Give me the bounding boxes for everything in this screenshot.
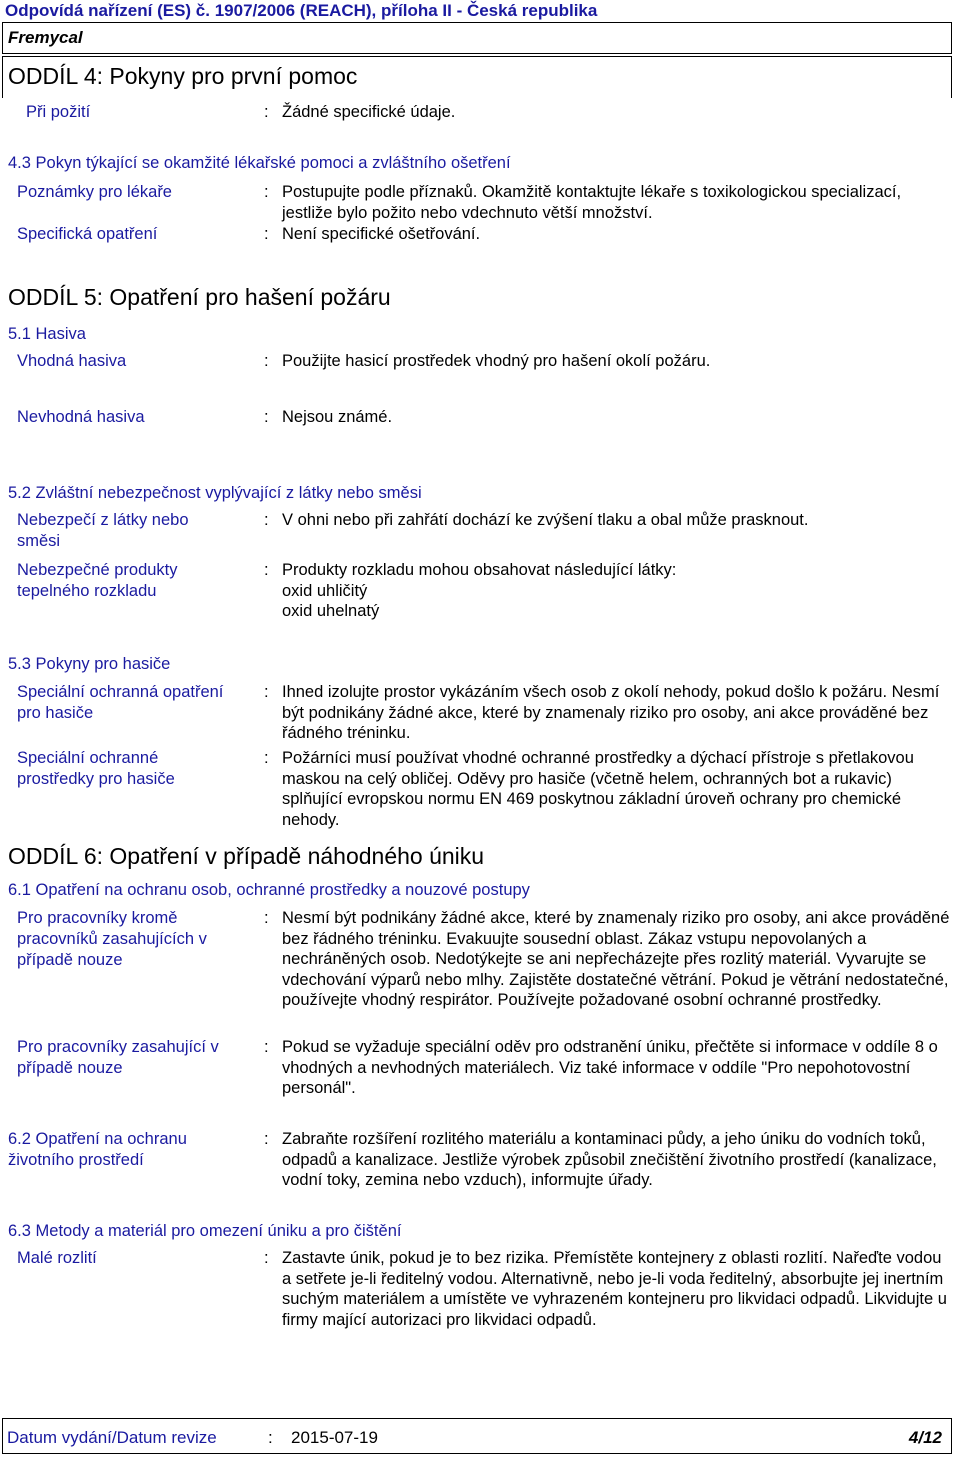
footer-date: 2015-07-19	[291, 1428, 378, 1447]
section-5-title: ODDÍL 5: Opatření pro hašení požáru	[8, 284, 391, 310]
colon: :	[264, 511, 269, 529]
unsuitable-media-label: Nevhodná hasiva	[17, 408, 145, 426]
doctor-notes-label: Poznámky pro lékaře	[17, 183, 172, 201]
specific-treatment-value: Není specifické ošetřování.	[282, 225, 481, 243]
unsuitable-media-value: Nejsou známé.	[282, 408, 393, 426]
colon: :	[264, 225, 269, 243]
small-spill-label: Malé rozlití	[17, 1249, 97, 1267]
subsection-6-1: 6.1 Opatření na ochranu osob, ochranné prostředky a nouzové postupy	[8, 881, 530, 899]
colon: :	[264, 352, 269, 370]
responders-label: Pro pracovníky zasahující v případě nouze	[17, 1038, 219, 1077]
colon: :	[264, 1038, 269, 1056]
hazard-label: Nebezpečí z látky nebo směsi	[17, 511, 189, 550]
doctor-notes-value: Postupujte podle příznaků. Okamžitě kontaktujte lékaře s toxikologickou specializací, jestliže bylo požito nebo vdechnuto větší množství.	[282, 183, 902, 222]
environmental-label: 6.2 Opatření na ochranu životního prostředí	[8, 1130, 187, 1169]
footer-date-label: Datum vydání/Datum revize	[7, 1428, 217, 1447]
ingestion-label: Při požití	[26, 103, 91, 121]
section-4-title: ODDÍL 4: Pokyny pro první pomoc	[8, 63, 358, 89]
suitable-media-label: Vhodná hasiva	[17, 352, 127, 370]
footer-colon: :	[268, 1428, 273, 1447]
subsection-4-3: 4.3 Pokyn týkající se okamžité lékařské pomoci a zvláštního ošetření	[8, 154, 511, 172]
section-6-title: ODDÍL 6: Opatření v případě náhodného úniku	[8, 843, 485, 869]
special-measures-label: Speciální ochranná opatření pro hasiče	[17, 683, 224, 722]
product-name-box	[2, 22, 952, 54]
small-spill-value: Zastavte únik, pokud je to bez rizika. Přemístěte kontejnery z oblasti rozlití. Nařeďte vodou a setřete je-li ředitelný vodou. Alternativně, nebo je-li voda ředitelný, absorbujte jej inertním suchým materiálem a umístěte ve vyhrazeném kontejneru pro likvidaci odpadů. Likvidujte u firmy mající autorizaci pro likvidaci odpadů.	[282, 1249, 947, 1329]
non-emergency-label: Pro pracovníky kromě pracovníků zasahujících v případě nouze	[17, 909, 207, 969]
hazard-value: V ohni nebo při zahřátí dochází ke zvýšení tlaku a obal může prasknout.	[282, 511, 809, 529]
regulation-header: Odpovídá nařízení (ES) č. 1907/2006 (REACH), příloha II - Česká republika	[5, 1, 598, 20]
non-emergency-value: Nesmí být podnikány žádné akce, které by znamenaly riziko pro osoby, ani akce prováděné bez řádného tréninku. Evakuujte sousední oblast. Zákaz vstupu nepovolaných a nechráněných osob. Nedotýkejte se ani nepřecházejte přes rozlitý materiál. Vyvarujte se vdechování výparů nebo mlhy. Zajistěte dostatečné větrání. Pokud je větrání nedostatečné, používejte vhodný respirátor. Používejte požadované osobní ochranné prostředky.	[282, 909, 950, 1009]
decomposition-line-2: oxid uhličitý	[282, 582, 368, 600]
decomposition-line-1: Produkty rozkladu mohou obsahovat následující látky:	[282, 561, 677, 579]
suitable-media-value: Použijte hasicí prostředek vhodný pro hašení okolí požáru.	[282, 352, 711, 370]
decomposition-label: Nebezpečné produkty tepelného rozkladu	[17, 561, 178, 600]
subsection-5-3: 5.3 Pokyny pro hasiče	[8, 655, 171, 673]
environmental-value: Zabraňte rozšíření rozlitého materiálu a kontaminaci půdy, a jeho úniku do vodních toků, odpadů a kanalizace. Jestliže výrobek způsobil znečištění životního prostředí (kanalizace, vodní toky, zemina nebo vzduch), informujte úřady.	[282, 1130, 937, 1189]
subsection-6-3: 6.3 Metody a materiál pro omezení úniku a pro čištění	[8, 1222, 402, 1240]
responders-value: Pokud se vyžaduje speciální oděv pro odstranění úniku, přečtěte si informace v oddíle 8 o vhodných a nevhodných materiálech. Viz také informace v oddíle "Pro nepohotovostní personál".	[282, 1038, 938, 1097]
special-equipment-label: Speciální ochranné prostředky pro hasiče	[17, 749, 175, 788]
colon: :	[264, 909, 269, 927]
colon: :	[264, 749, 269, 767]
special-measures-value: Ihned izolujte prostor vykázáním všech osob z okolí nehody, pokud došlo k požáru. Nesmí být podnikány žádné akce, které by znamenaly riziko pro osoby, ani akce prováděné bez řádného tréninku.	[282, 683, 940, 742]
colon: :	[264, 1130, 269, 1148]
special-equipment-value: Požárníci musí používat vhodné ochranné prostředky a dýchací přístroje s přetlakovou maskou na celý obličej. Oděvy pro hasiče (včetně helem, ochranných bot a rukavic) splňující evropskou normu EN 469 poskytnou základní úroveň ochrany pro chemické nehody.	[282, 749, 914, 829]
product-name: Fremycal	[8, 28, 83, 47]
ingestion-value: Žádné specifické údaje.	[282, 103, 456, 121]
colon: :	[264, 561, 269, 579]
colon: :	[264, 103, 269, 121]
colon: :	[264, 408, 269, 426]
decomposition-line-3: oxid uhelnatý	[282, 602, 380, 620]
colon: :	[264, 1249, 269, 1267]
subsection-5-2: 5.2 Zvláštní nebezpečnost vyplývající z látky nebo směsi	[8, 484, 422, 502]
specific-treatment-label: Specifická opatření	[17, 225, 158, 243]
page-number: 4/12	[908, 1428, 942, 1447]
colon: :	[264, 183, 269, 201]
colon: :	[264, 683, 269, 701]
subsection-5-1: 5.1 Hasiva	[8, 325, 86, 343]
